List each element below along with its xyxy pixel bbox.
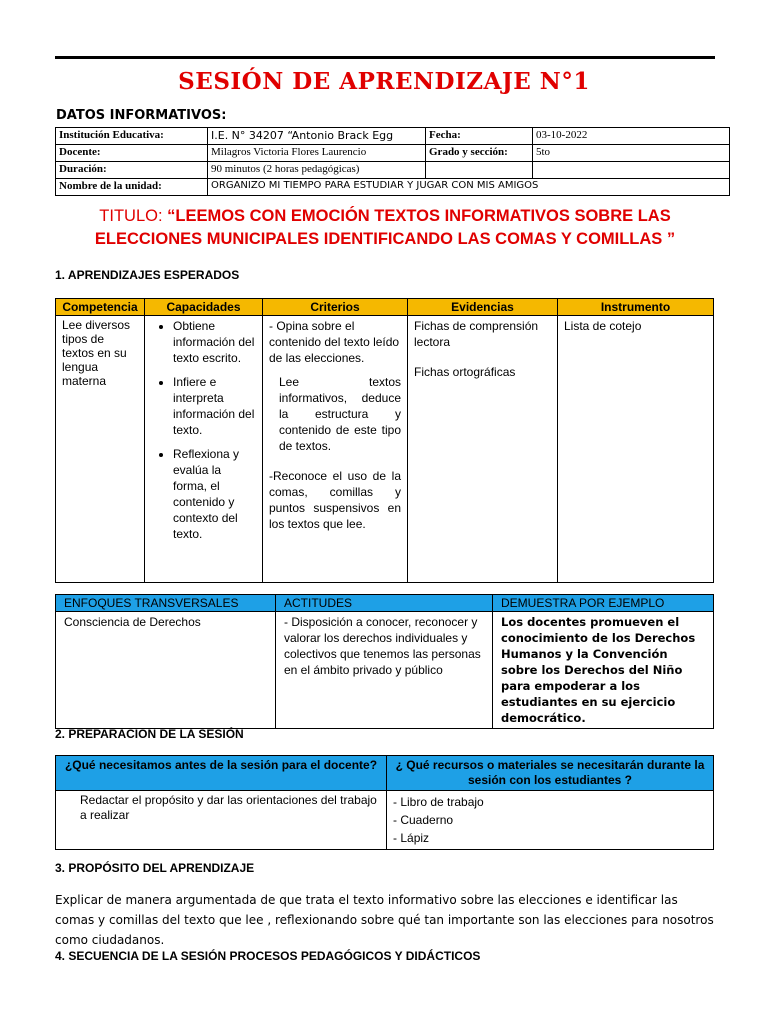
col-header: ACTITUDES bbox=[276, 595, 493, 612]
page-title: SESIÓN DE APRENDIZAJE N°1 bbox=[178, 68, 590, 95]
col-header: DEMUESTRA POR EJEMPLO bbox=[493, 595, 714, 612]
criterios-cell bbox=[263, 316, 408, 583]
list-item: • Reflexiona y evalúa la forma, el contenido y contexto del texto. bbox=[173, 446, 256, 542]
aprendizajes-heading: 1. APRENDIZAJES ESPERADOS bbox=[55, 268, 240, 282]
col-header: ENFOQUES TRANSVERSALES bbox=[56, 595, 276, 612]
col-header: Capacidades bbox=[145, 299, 263, 316]
evidencias-cell bbox=[408, 316, 558, 583]
grado-value: 5to bbox=[533, 145, 730, 162]
enfoques-table bbox=[55, 594, 714, 729]
proposito-heading: 3. PROPÓSITO DEL APRENDIZAJE bbox=[55, 861, 255, 875]
col-header: ¿Qué necesitamos antes de la sesión para el docente? bbox=[56, 756, 387, 791]
col-header: ¿ Qué recursos o materiales se necesitarán durante la sesión con los estudiantes ? bbox=[387, 756, 714, 791]
unidad-value: ORGANIZO MI TIEMPO PARA ESTUDIAR Y JUGAR CON MIS AMIGOS bbox=[208, 179, 730, 196]
list-item: Fichas ortográficas bbox=[414, 365, 516, 379]
col-header: Competencia bbox=[56, 299, 145, 316]
instrumento-cell: Lista de cotejo bbox=[558, 316, 714, 583]
fecha-label: Fecha: bbox=[426, 128, 533, 145]
col-header: Instrumento bbox=[558, 299, 714, 316]
preparacion-table bbox=[55, 755, 714, 850]
table-header-row bbox=[56, 756, 714, 791]
duracion-value: 90 minutos (2 horas pedagógicas) bbox=[208, 162, 426, 179]
institucion-label: Institución Educativa: bbox=[56, 128, 208, 145]
competencias-table bbox=[55, 298, 714, 583]
list-item: • Obtiene información del texto escrito. bbox=[173, 318, 256, 366]
table-header-row bbox=[56, 299, 714, 316]
list-item: -Reconoce el uso de la comas, comillas y puntos suspensivos en los textos que lee. bbox=[269, 469, 401, 531]
duracion-label: Duración: bbox=[56, 162, 208, 179]
docente-value: Milagros Victoria Flores Laurencio bbox=[208, 145, 426, 162]
datos-heading: DATOS INFORMATIVOS: bbox=[56, 108, 227, 123]
table-row bbox=[56, 162, 730, 179]
docente-label: Docente: bbox=[56, 145, 208, 162]
ejemplo-cell: Los docentes promueven el conocimiento de los Derechos Humanos y la Convención sobre los Derechos del Niño para empoderar a los estudiantes en su ejercicio democrático. bbox=[493, 612, 714, 729]
institucion-value: I.E. N° 34207 “Antonio Brack Egg bbox=[208, 128, 426, 145]
list-item: Fichas de comprensión lectora bbox=[414, 319, 539, 349]
materiales-cell bbox=[387, 791, 714, 850]
table-header-row bbox=[56, 595, 714, 612]
secuencia-heading: 4. SECUENCIA DE LA SESIÓN PROCESOS PEDAGÓGICOS Y DIDÁCTICOS bbox=[55, 949, 481, 963]
list-item: - Libro de trabajo bbox=[393, 793, 707, 811]
table-row bbox=[56, 145, 730, 162]
docente-needs-cell: Redactar el propósito y dar las orientaciones del trabajo a realizar bbox=[56, 791, 387, 850]
table-row bbox=[56, 791, 714, 850]
list-item: Lee textos informativos, deduce la estructura y contenido de este tipo de textos. bbox=[279, 375, 401, 453]
table-row bbox=[56, 612, 714, 729]
capacidades-cell bbox=[145, 316, 263, 583]
list-item: - Lápiz bbox=[393, 829, 707, 847]
list-item: - Cuaderno bbox=[393, 811, 707, 829]
titulo-text: “LEEMOS CON EMOCIÓN TEXTOS INFORMATIVOS SOBRE LAS ELECCIONES MUNICIPALES IDENTIFICANDO LAS COMAS Y COMILLAS ” bbox=[94, 207, 676, 248]
session-titulo bbox=[55, 205, 715, 251]
fecha-value: 03-10-2022 bbox=[533, 128, 730, 145]
datos-table bbox=[55, 127, 730, 196]
actitud-cell: - Disposición a conocer, reconocer y valorar los derechos individuales y colectivos que tenemos las personas en el ámbito privado y público bbox=[276, 612, 493, 729]
grado-label: Grado y sección: bbox=[426, 145, 533, 162]
table-row bbox=[56, 128, 730, 145]
competencia-cell: Lee diversos tipos de textos en su lengua materna bbox=[56, 316, 145, 583]
titulo-prefix: TITULO: bbox=[99, 207, 168, 225]
table-row bbox=[56, 316, 714, 583]
enfoque-cell: Consciencia de Derechos bbox=[56, 612, 276, 729]
preparacion-heading: 2. PREPARACION DE LA SESIÓN bbox=[55, 727, 244, 741]
table-row bbox=[56, 179, 730, 196]
proposito-text: Explicar de manera argumentada de que trata el texto informativo sobre las elecciones e identificar las comas y comillas del texto que lee , reflexionando sobre qué tan importante son las elecciones para nosotros como ciudadanos. bbox=[55, 893, 714, 947]
list-item: • Infiere e interpreta información del texto. bbox=[173, 374, 256, 438]
col-header: Evidencias bbox=[408, 299, 558, 316]
list-item: - Opina sobre el contenido del texto leído de las elecciones. bbox=[269, 319, 400, 365]
col-header: Criterios bbox=[263, 299, 408, 316]
unidad-label: Nombre de la unidad: bbox=[56, 179, 208, 196]
top-rule bbox=[55, 56, 715, 59]
